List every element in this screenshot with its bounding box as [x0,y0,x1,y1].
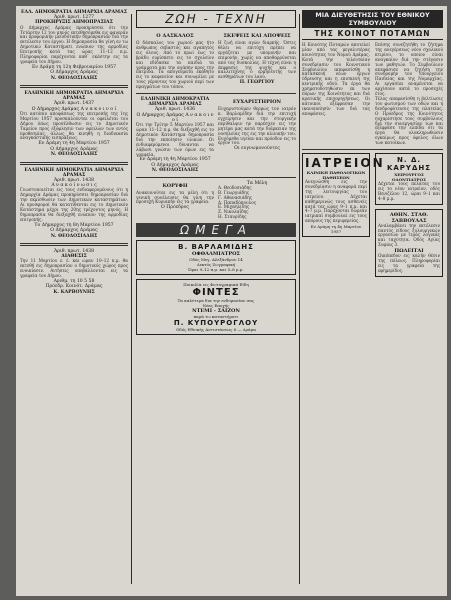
ophthalmologist-ad [136,240,296,275]
notice-date: Εν Δράμη τη 12η Φεβρουαρίου 1957 [31,64,117,70]
thanks-title: ΕΥΧΑΡΙΣΤΗΡΙΟΝ [232,99,282,106]
notice-signature-name: Ν. ΘΕΟΔΟΣΙΑΔΗΣ [50,233,98,239]
iatreion-ad [302,153,385,241]
dentist-ad [375,153,443,205]
notice-signature-name: Ν. ΘΕΟΔΟΣΙΑΔΗΣ [50,75,98,81]
notice-date: Το Δήμαρχος τη 8η Μαρτίου 1957 [34,222,114,228]
divider [20,162,128,165]
notice-number: Άριθ. πρωτ. 1437 [53,101,95,107]
notice-signature-title: Ο Δήμαρχος Δράμας [50,70,98,76]
ad-subtitle: ΟΦΘΑΛΜΙΑΤΡΟΣ [192,251,240,258]
small-notice-signature: Ο Πρόεδρος [161,205,189,211]
headline: ΜΙΑ ΔΙΕΥΘΕΤΗΣΙΣ ΤΟΥ ΕΘΝΙΚΟΥ ΣΥΜΒΟΥΛΙΟΥ [302,10,443,28]
notice-1 [20,10,128,81]
notice-heading: ΕΛΛΗΝΙΚΗ ΔΗΜΟΚΡΑΤΙΑ ΔΗΜΑΡΧΙΑ ΔΡΑΜΑΣ [24,91,124,102]
column-divider [299,14,300,584]
thanks-body: Ευχαριστούμεν θερμώς τον ιατρόν κ. Βαρλαμίδην διά την επιτυχή εγχείρησιν και την στοργικήν περίθαλψιν ην παρέσχεν εις την μητέρα μας κατά την διάρκειαν της νοσηλείας της εις την κλινικήν του. Ευχόμεθα υγείαν και πρόοδον εις το έργον του. [218,106,296,146]
small-notice-body: Ανακοινούται εις τα μέλη ότι η γενική συνέλευσις θα γίνη την προσεχή Κυριακήν εις τα γραφεία. [136,189,214,205]
article-part [302,43,370,117]
notice-heading: ΕΛΛΗΝΙΚΗ ΔΗΜΟΚΡΑΤΙΑ ΔΗΜΑΡΧΙΑ ΔΡΑΜΑΣ [140,97,210,108]
article-1 [136,31,214,90]
notice-body: Την 11 Μαρτίου ε. έ. και ώραν 10–12 π.μ. θα εκτεθή εις δημοπρασίαν ο δημοτικός χώρος προς ενοικίασιν. Αιτήσεις υποβάλλονται εις τα γραφεία του Δήμου. [20,258,128,279]
ad-subtitle: ΧΕΙΡΟΥΡΓΟΣ ΟΔΟΝΤΙΑΤΡΟΣ [392,172,426,183]
divider [302,149,443,150]
notice-signature-title: Ο Δήμαρχος Δράμας [151,162,199,168]
article-title: ΣΚΕΨΕΙΣ ΚΑΙ ΑΠΟΨΕΙΣ [223,33,291,39]
member-list-title: Τα Μέλη [246,180,268,186]
right-ads [375,153,443,281]
notice-3 [20,168,128,239]
ad-extra: Δεκτός Ζωγραφική [196,262,236,268]
right-column [302,10,443,281]
notice-signature-name: Κ. ΚΑΡΒΟΥΝΗΣ [53,289,95,295]
iatreion-box [302,153,385,237]
article-body: Επίσης συνεζητήθη το ζήτημα της ανεγέρσεως νέου σχολικού κτιρίου, το οποίον είναι αναγκαίον διά την στέγασιν των μαθητών. Το Συμβούλιον απεφάσισε να ζητήση την συνδρομήν του Υπουργείου Παιδείας και της Νομαρχίας. Αι εργασίαι αναμένεται να αρχίσουν κατά το προσεχές έτος. [375,42,443,97]
ad-hours: Ώραι 9–12 π.μ. και 5–8 μ.μ. [188,267,244,273]
notice-number: Άριθ. πρωτ. 1277 [53,15,95,21]
column-divider [131,14,132,584]
notice-heading: ΕΛΛΗΝΙΚΗ ΔΗΜΟΚΡΑΤΙΑ ΔΗΜΑΡΧΙΑ ΔΡΑΜΑΣ [24,167,124,178]
notice-body: Γνωστοποιείται εις τους ενδιαφερομένους ότι η Δημαρχία Δράμας προκηρύσσει δημοπρασίαν διά την εκμίσθωσιν των Δημοτικών καταστημάτων. Αι προσφοραί θα κατατίθενται εις το Δημοτικόν Κατάστημα μέχρι της 20ης τρέχοντος μηνός. Η δημοπρασία θα διεξαχθή ενώπιον της αρμοδίας επιτροπής. [20,187,128,222]
small-row [136,181,296,221]
ad-body: Αναλαμβάνει την εκτέλεσιν παντός είδους ξυλουργικών εργασιών με τιμάς λογικάς και ταχύτητα. Οδός Αγίας Σοφίας 3. [378,222,440,248]
divider [20,243,128,246]
notice-signature-name: Ν. ΘΕΟΔΟΣΙΑΔΗΣ [151,168,199,174]
ad-name: Π. ΚΥΠΟΥΡΟΓΛΟΥ [173,319,259,328]
notice-number: Άριθ. πρωτ. 1438 [53,248,95,254]
article-body: Ο δάσκαλος του χωριού μας ήτο άνθρωπος σεβαστός και αγαπητός εις όλους. Από το πρωί έως το βράδυ ευρίσκετο εις το σχολείον και εδίδασκε τα παιδιά τα γράμματα και την αγάπην προς την πατρίδα. Τα απογεύματα εκάθητο εις το καφενείον και συνωμίλει με τους γέροντας του χωριού περί των πραγμάτων του τόπου. [136,40,214,90]
iatreion-subtitle: ΚΛΙΝΙΚΗ ΠΑΘΟΛΟΓΙΚΩΝ ΠΑΘΗΣΕΩΝ [306,170,366,181]
iatreion-body: Ανεγνώσθη εις την συνεδρίασιν η αναφορά περί της λειτουργίας του ιατρείου. Δέχεται καθημερινώς τους ασθενείς κατά τας ώρας 9–1 π.μ. και 4–7 μ.μ. Παρέχονται δωρεάν ιατρικαί συμβουλαί εις τους απόρους της περιφερείας. [305,179,367,224]
left-column [20,10,128,299]
article-signature: Π. ΓΕΩΡΓΙΟΥ [239,80,275,86]
member-list-item: Ε. Μιχαηλίδης [218,204,250,210]
notice-body: Ο Δήμαρχος Δράμας προκηρύσσει ότι την Τετάρτην 12 του μηνός εκτεθησόμεθα εις φανεράν και προφορικήν μειοδοτικήν δημοπρασίαν διά την εκτέλεσιν του έργου. Η δημοπρασία θα γίνη εν τω Δημοτικώ Καταστήματι ενώπιον της αρμοδίας Επιτροπής κατά τας ώρας 11–12 π.μ. Πληροφορίαι παρέχονται καθ᾽ εκάστην εις τα γραφεία του Δήμου. [20,24,128,64]
member-list-item: Β. Γεωργιάδης [218,189,250,195]
small-notice [136,181,214,211]
article-part [375,43,443,146]
member-list-item: Η. Σταυρίδης [218,214,247,220]
ad-line: παρά τω καταστήματι [193,314,239,320]
member-list-item: Α. Θεοδοσιάδης [218,184,252,190]
notice-signature-title: Ο Δήμαρχος Δράμας [50,146,98,152]
article-body: Η ζωή είναι αγών διαρκής. Όστις θέλει να επιτύχη πρέπει να εργάζεται με υπομονήν και επιμονήν, χωρίς να αποθαρρύνεται από τας δυσκολίας. Η τέχνη είναι η έκφρασις της ψυχής και ο καλλιτέχνης ο ερμηνευτής των αισθημάτων του λαού. [218,40,296,80]
iatreion-date: Εν Δράμη τη 4η Μαρτίου 1957 [310,224,362,235]
member-list-item: Δ. Παπαδόπουλος [218,199,257,205]
member-list-item: Ζ. Νικολαΐδης [218,209,249,215]
thanks-signature: Οι ευγνωμονούντες [234,146,280,152]
notices-row [136,97,296,174]
iatreion-heading: ΙΑΤΡΕΙΟΝ [305,156,385,171]
small-notice-title: ΚΟΡΥΦΗ [162,182,188,189]
carpenter-ad [375,209,443,277]
ad-address: Οδός Μεγ. Αλεξάνδρου 14 [189,257,243,263]
ad-body: Δέχεται τους πελάτας του εις το νέον ιατρείον, οδός Βενιζέλου 12, ώραι 9–1 και 4–8 μ.μ. [378,181,440,201]
headline-secondary: ΤΗΣ ΚΟΙΝΟΤ ΠΟΤΑΜΩΝ [302,28,443,40]
notice-title: ΠΡΟΚΗΡΥΞΙΣ ΔΗΜΟΠΡΑΣΙΑΣ [35,20,113,26]
notice-date: Εν Δράμη τη 4η Μαρτίου 1957 [38,141,110,147]
ad-line: ΝΤΕΜΙ - ΣΑΙΖΟΝ [192,308,240,315]
article [302,43,443,146]
newspaper-page [16,6,447,596]
thanks-notice [218,97,296,152]
notice-body: Ότι κατόπιν αποφάσεως της επιτροπής της 1ης Μαρτίου 1957 προσκαλούνται οι οφειλέται του Δήμου όπως προσέλθωσιν εις το Δημοτικόν Ταμείον προς εξόφλησιν των οφειλών των εντός προθεσμίας, άλλως θα κινηθή η διαδικασία αναγκαστικής εισπράξεως. [20,110,128,141]
divider [20,85,128,88]
divider [136,93,296,94]
article-body: Η Κοινότης Ποταμών αποτελεί μίαν από τας μεγαλυτέρας κοινότητας του Νομού Δράμας. Κατά την τελευταίαν συνεδρίασιν του Κοινοτικού Συμβουλίου απεφασίσθη η κατασκευή νέων έργων ύδρευσης και η επισκευή της κεντρικής οδού. Τα έργα θα χρηματοδοτηθώσιν εκ των πόρων της Κοινότητος και διά κρατικής επιχορηγήσεως. Οι κάτοικοι εξέφρασαν την ικανοποίησίν των διά τας αποφάσεις. [302,42,370,116]
notice-body: Ότι την Τρίτην 5 Μαρτίου 1957 και ώραν 11–12 π.μ. θα διεξαχθή εις το Δημοτικόν Κατάστημα δημοπρασία διά την εκποίησιν υλικών. Οι ενδιαφερόμενοι δύνανται να λάβωσι γνώσιν των όρων εις τα γραφεία. [136,122,214,157]
section-banner: ΖΩΗ - ΤΕΧΝΗ [136,10,296,28]
fintes-ad [136,279,296,335]
notice-2 [20,91,128,157]
ad-title: ΦΙΝΤΕΣ [192,287,240,299]
notice-4 [20,249,128,295]
notice-date: Αριθμ. τη 10 5 58 [53,278,95,284]
ad-title: Ν. Δ. ΚΑΡΥΔΗΣ [386,156,432,173]
notice-title: ΔΙΑΘΕΣΙΣ [61,254,87,260]
middle-notice [136,97,214,174]
notice-date: Εν Δράμη τη 4η Μαρτίου 1957 [139,157,211,163]
ad-line: Νέας Εποχής [202,303,230,309]
notice-subtitle: Ο Δήμαρχος Δράμας Α ν α κ ο ι ν ο ί [31,106,117,112]
bottom-ads [302,153,443,281]
notice-subtitle: Α ν α κ ο ί ν ω σ ι ς [51,183,97,189]
article-body: Τέλος απεφασίσθη η βελτίωσις του φωτισμού των οδών και η δενδροφύτευσις της πλατείας. Ο Πρόεδρος της Κοινότητος ηυχαρίστησε τους συμβούλους διά την συνεργασίαν των και εξέφρασε την ελπίδα ότι τα έργα θα ολοκληρωθώσιν εγκαίρως προς όφελος όλων των κατοίκων. [375,95,443,146]
notice-subtitle: Ο Δήμαρχος Δράμας Α ν α κ ο ι ν ο ί [136,112,214,123]
ad-title: ΑΘΗΝ. ΣΤΑΘ. ΣΑΒΒΟΥΛΑΣ [389,211,429,224]
ad-top-line: Ποικιλία εις Φωτογραφικά Είδη [183,282,249,288]
notice-signature-title: Ο Δήμαρχος Δράμας [50,228,98,234]
ad-footer-title: ΠΩΛΕΙΤΑΙ [394,248,424,255]
article-2 [218,31,296,86]
middle-column [136,10,296,339]
ad-title: Β. ΒΑΡΛΑΜΙΔΗΣ [178,243,254,252]
ad-address: Οδός Εθνικής Αντιστάσεως 8 — Δράμα [176,327,256,333]
ad-footer-body: Οικόπεδον εις καλήν θέσιν της πόλεως. Πληροφορίαι εις τα γραφεία της εφημερίδος. [378,253,440,273]
divider [136,177,296,178]
notice-signature-title: Πρόεδρ. Κοινότ. Δράμας [45,284,103,290]
articles-row [136,31,296,90]
ad-line: Τα καλύτερα δια την ενδυμασίαν σας [177,298,255,304]
omega-banner: ΩΜΕΓΑ [136,223,296,237]
notice-heading: ΕΛΛ. ΔΗΜΟΚΡΑΤΙΑ ΔΗΜΑΡΧΙΑ ΔΡΑΜΑΣ [21,10,127,15]
member-list [218,181,296,221]
member-list-item: Γ. Αθανασιάδης [218,194,253,200]
notice-signature-name: Ν. ΘΕΟΔΟΣΙΑΔΗΣ [50,152,98,158]
notice-number: Άριθ. πρωτ. 1436 [154,107,196,113]
article-title: Ο ΔΑΣΚΑΛΟΣ [156,33,194,39]
notice-number: Άριθ. πρωτ. 1438 [53,177,95,183]
